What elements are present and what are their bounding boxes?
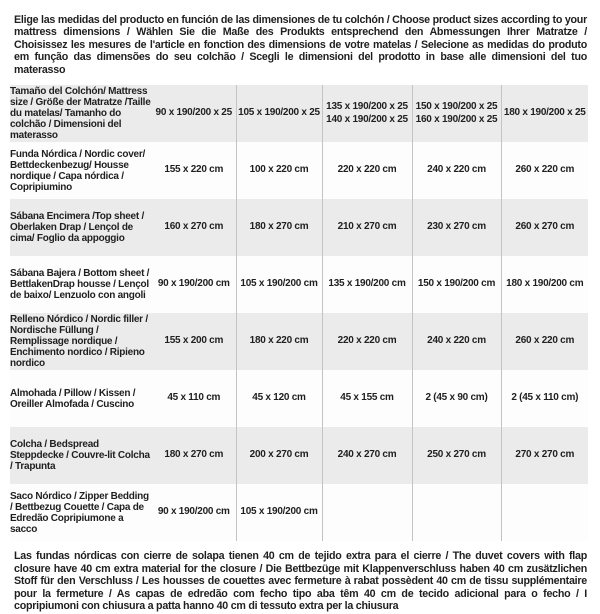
size-cell: 155 x 200 cm bbox=[164, 335, 224, 347]
size-column-line: 180 x 190/200 x 25 bbox=[503, 107, 586, 119]
table-row-nordic-filler bbox=[10, 313, 588, 370]
row-label: Almohada / Pillow / Kissen / Oreiller Almofada / Cuscino bbox=[10, 387, 136, 410]
size-cell: 100 x 220 cm bbox=[236, 142, 322, 199]
size-cell: 155 x 220 cm bbox=[164, 164, 224, 176]
table-row-bottom-sheet bbox=[10, 256, 588, 313]
row-label: Saco Nórdico / Zipper Bedding / Bettbezug Couette / Capa de Edredão Copripiumone a sacco bbox=[10, 490, 149, 535]
size-cell: 230 x 270 cm bbox=[412, 199, 501, 256]
size-column-line: 105 x 190/200 x 25 bbox=[238, 107, 320, 119]
table-row-duvet-cover bbox=[10, 142, 588, 199]
size-column-header bbox=[236, 85, 322, 142]
size-column-line: 135 x 190/200 x 25 bbox=[326, 101, 408, 113]
size-cell: 250 x 270 cm bbox=[412, 427, 501, 484]
size-column-header bbox=[322, 85, 412, 142]
product-size-table bbox=[10, 85, 588, 541]
size-cell: 90 x 190/200 cm bbox=[157, 506, 230, 518]
size-cell bbox=[501, 484, 588, 541]
size-cell: 105 x 190/200 cm bbox=[236, 256, 322, 313]
size-cell: 150 x 190/200 cm bbox=[412, 256, 501, 313]
size-cell: 240 x 270 cm bbox=[322, 427, 412, 484]
size-cell: 180 x 270 cm bbox=[164, 449, 224, 461]
size-cell bbox=[322, 484, 412, 541]
table-row-zipper-bedding bbox=[10, 484, 588, 541]
size-cell: 240 x 220 cm bbox=[412, 313, 501, 370]
row-label: Sábana Encimera /Top sheet / Oberlaken Drap / Lençol de cima/ Foglio da appoggio bbox=[10, 211, 144, 245]
size-cell: 45 x 110 cm bbox=[167, 392, 221, 404]
size-column-line: 90 x 190/200 x 25 bbox=[155, 107, 232, 119]
size-cell: 180 x 270 cm bbox=[236, 199, 322, 256]
size-cell: 260 x 220 cm bbox=[501, 313, 588, 370]
size-cell: 45 x 120 cm bbox=[236, 370, 322, 427]
size-cell: 200 x 270 cm bbox=[236, 427, 322, 484]
table-row-top-sheet bbox=[10, 199, 588, 256]
size-cell: 180 x 220 cm bbox=[236, 313, 322, 370]
header-row-mattress-size bbox=[10, 85, 588, 142]
size-cell: 135 x 190/200 cm bbox=[322, 256, 412, 313]
size-cell bbox=[412, 484, 501, 541]
size-cell: 180 x 190/200 cm bbox=[501, 256, 588, 313]
size-cell: 270 x 270 cm bbox=[501, 427, 588, 484]
size-column-line: 160 x 190/200 x 25 bbox=[415, 113, 498, 125]
size-cell: 210 x 270 cm bbox=[322, 199, 412, 256]
row-label: Sábana Bajera / Bottom sheet / BettlakenDrap housse / Lençol de baixo/ Lenzuolo con angoli bbox=[10, 268, 150, 302]
row-label: Relleno Nórdico / Nordic filler / Nordische Füllung / Remplissage nordique / Enchimento nordico / Ripieno nordico bbox=[10, 314, 148, 370]
size-cell: 90 x 190/200 cm bbox=[157, 278, 230, 290]
size-cell: 260 x 270 cm bbox=[501, 199, 588, 256]
size-cell: 220 x 220 cm bbox=[322, 142, 412, 199]
size-column-line: 140 x 190/200 x 25 bbox=[326, 113, 408, 125]
size-cell: 2 (45 x 110 cm) bbox=[501, 370, 588, 427]
size-cell: 220 x 220 cm bbox=[322, 313, 412, 370]
size-column-header bbox=[412, 85, 501, 142]
row-label: Funda Nórdica / Nordic cover/ Bettdeckenbezug/ Housse nordique / Capa nórdica / Copripiumino bbox=[10, 148, 146, 193]
intro-multilang-text: Elige las medidas del producto en función de las dimensiones de tu colchón / Choose product sizes according to your mattress dimensions / Wählen Sie die Maße des Produkts entsprechend den Abmessungen Ihrer Matratze / Choisissez les mesures de l'article en fonction des dimensions de votre matelas / Selecione as medidas do produto em função das dimensões do seu colchão / Scegli le dimensioni del prodotto in base alle dimensioni del tuo materasso bbox=[14, 14, 587, 76]
row-label: Colcha / Bedspread Steppdecke / Couvre-lit Colcha / Trapunta bbox=[10, 439, 150, 473]
table-row-bedspread bbox=[10, 427, 588, 484]
table-row-pillow bbox=[10, 370, 588, 427]
footnote-multilang-text: Las fundas nórdicas con cierre de solapa tienen 40 cm de tejido extra para el cierre / The duvet covers with flap closure have 40 cm extra material for the closure / Die Bettbezüge mit Klappenverschluss haben 40 cm zusätzlichen Stoff für den Verschluss / Les housses de couettes avec fermeture à rabat possèdent 40 cm de tissu supplémentaire pour la fermeture / As capas de edredão com fecho tipo aba têm 40 cm de tecido adicional para o fecho / I copripiumoni con chiusura a patta hanno 40 cm di tessuto extra per la chiusura bbox=[14, 550, 587, 613]
size-cell: 240 x 220 cm bbox=[412, 142, 501, 199]
row-label-mattress-size: Tamaño del Colchón/ Mattress size / Größe der Matratze /Taille du matelas/ Tamanho do colchão / Dimensioni del materasso bbox=[10, 86, 151, 142]
size-column-line: 150 x 190/200 x 25 bbox=[415, 101, 498, 113]
size-cell: 45 x 155 cm bbox=[322, 370, 412, 427]
size-column-header bbox=[501, 85, 588, 142]
size-column-header bbox=[152, 85, 236, 142]
size-cell: 105 x 190/200 cm bbox=[236, 484, 322, 541]
size-cell: 260 x 220 cm bbox=[501, 142, 588, 199]
size-cell: 160 x 270 cm bbox=[164, 221, 224, 233]
size-cell: 2 (45 x 90 cm) bbox=[412, 370, 501, 427]
